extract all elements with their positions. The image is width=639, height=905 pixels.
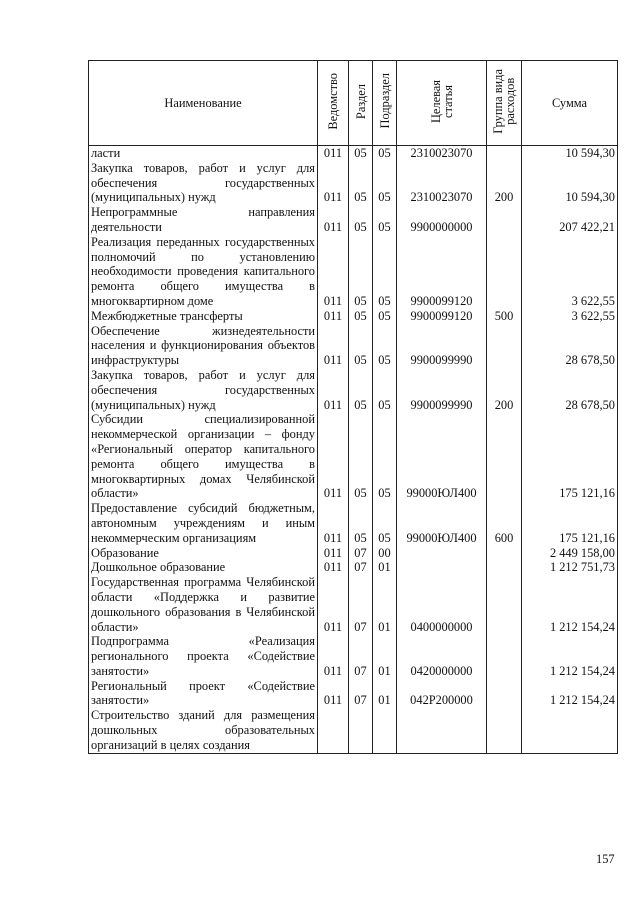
row-summa: 10 594,30 bbox=[522, 161, 618, 205]
row-name: Образование bbox=[89, 546, 318, 561]
row-name: Закупка товаров, работ и услуг для обеспечения государственных (муниципальных) нужд bbox=[89, 368, 318, 412]
table-row bbox=[89, 309, 618, 324]
row-razdel: 07 bbox=[349, 679, 373, 709]
table-body bbox=[89, 146, 618, 754]
row-summa: 10 594,30 bbox=[522, 146, 618, 161]
row-vedomstvo: 011 bbox=[318, 235, 349, 309]
table-row bbox=[89, 634, 618, 678]
table-row bbox=[89, 560, 618, 575]
row-razdel: 05 bbox=[349, 324, 373, 368]
header-celevaya-statya: Целевая статья bbox=[397, 61, 487, 146]
row-razdel: 05 bbox=[349, 205, 373, 235]
row-name: Реализация переданных государственных полномочий по установлению необходимости проведения капитального ремонта общего имущества в многоквартирном доме bbox=[89, 235, 318, 309]
row-podrazdel: 05 bbox=[373, 324, 397, 368]
row-razdel: 05 bbox=[349, 235, 373, 309]
row-summa: 1 212 154,24 bbox=[522, 575, 618, 634]
row-summa: 1 212 154,24 bbox=[522, 679, 618, 709]
row-celevaya-statya: 0420000000 bbox=[397, 634, 487, 678]
row-name: Обеспечение жизнедеятельности населения и функционирования объектов инфраструктуры bbox=[89, 324, 318, 368]
row-vedomstvo: 011 bbox=[318, 560, 349, 575]
row-gruppa-vida-rashodov bbox=[487, 546, 522, 561]
row-summa: 175 121,16 bbox=[522, 412, 618, 501]
table-row bbox=[89, 324, 618, 368]
row-razdel: 05 bbox=[349, 412, 373, 501]
row-vedomstvo: 011 bbox=[318, 634, 349, 678]
row-razdel: 05 bbox=[349, 146, 373, 161]
row-razdel: 05 bbox=[349, 501, 373, 545]
row-name: Строительство зданий для размещения дошкольных образовательных организаций в целях создания bbox=[89, 708, 318, 753]
row-celevaya-statya: 99000ЮЛ400 bbox=[397, 501, 487, 545]
table-row bbox=[89, 146, 618, 161]
row-razdel: 07 bbox=[349, 560, 373, 575]
row-gruppa-vida-rashodov bbox=[487, 634, 522, 678]
row-summa: 207 422,21 bbox=[522, 205, 618, 235]
row-gruppa-vida-rashodov bbox=[487, 324, 522, 368]
row-celevaya-statya: 9900099120 bbox=[397, 309, 487, 324]
row-celevaya-statya: 9900099990 bbox=[397, 368, 487, 412]
budget-table bbox=[88, 60, 618, 754]
row-name: Государственная программа Челябинской области «Поддержка и развитие дошкольного образования в Челябинской области» bbox=[89, 575, 318, 634]
header-podrazdel: Подраздел bbox=[373, 61, 397, 146]
row-summa: 1 212 154,24 bbox=[522, 634, 618, 678]
row-vedomstvo: 011 bbox=[318, 679, 349, 709]
row-summa: 3 622,55 bbox=[522, 235, 618, 309]
row-podrazdel: 00 bbox=[373, 546, 397, 561]
row-summa bbox=[522, 708, 618, 753]
row-gruppa-vida-rashodov bbox=[487, 575, 522, 634]
row-celevaya-statya: 2310023070 bbox=[397, 146, 487, 161]
row-razdel: 05 bbox=[349, 368, 373, 412]
row-vedomstvo: 011 bbox=[318, 575, 349, 634]
row-summa: 28 678,50 bbox=[522, 324, 618, 368]
header-name: Наименование bbox=[89, 61, 318, 146]
row-gruppa-vida-rashodov: 200 bbox=[487, 368, 522, 412]
row-podrazdel: 05 bbox=[373, 309, 397, 324]
row-podrazdel: 05 bbox=[373, 205, 397, 235]
row-vedomstvo: 011 bbox=[318, 146, 349, 161]
row-podrazdel bbox=[373, 708, 397, 753]
row-vedomstvo: 011 bbox=[318, 309, 349, 324]
row-name: Дошкольное образование bbox=[89, 560, 318, 575]
row-celevaya-statya bbox=[397, 560, 487, 575]
row-gruppa-vida-rashodov bbox=[487, 146, 522, 161]
row-razdel: 07 bbox=[349, 546, 373, 561]
header-razdel: Раздел bbox=[349, 61, 373, 146]
table-row bbox=[89, 412, 618, 501]
row-podrazdel: 01 bbox=[373, 575, 397, 634]
row-celevaya-statya: 9900099120 bbox=[397, 235, 487, 309]
row-summa: 2 449 158,00 bbox=[522, 546, 618, 561]
row-podrazdel: 01 bbox=[373, 560, 397, 575]
row-razdel bbox=[349, 708, 373, 753]
row-vedomstvo: 011 bbox=[318, 546, 349, 561]
table-row bbox=[89, 235, 618, 309]
row-gruppa-vida-rashodov bbox=[487, 412, 522, 501]
row-podrazdel: 05 bbox=[373, 412, 397, 501]
row-gruppa-vida-rashodov bbox=[487, 235, 522, 309]
row-vedomstvo bbox=[318, 708, 349, 753]
row-podrazdel: 01 bbox=[373, 679, 397, 709]
row-vedomstvo: 011 bbox=[318, 205, 349, 235]
header-summa: Сумма bbox=[522, 61, 618, 146]
row-razdel: 05 bbox=[349, 309, 373, 324]
table-row bbox=[89, 679, 618, 709]
table-row bbox=[89, 708, 618, 753]
header-vedomstvo: Ведомство bbox=[318, 61, 349, 146]
row-gruppa-vida-rashodov: 500 bbox=[487, 309, 522, 324]
table-row bbox=[89, 205, 618, 235]
row-celevaya-statya: 9900000000 bbox=[397, 205, 487, 235]
row-name: Предоставление субсидий бюджетным, автономным учреждениям и иным некоммерческим организациям bbox=[89, 501, 318, 545]
row-razdel: 07 bbox=[349, 634, 373, 678]
row-name: Региональный проект «Содействие занятости» bbox=[89, 679, 318, 709]
row-summa: 175 121,16 bbox=[522, 501, 618, 545]
row-name: Межбюджетные трансферты bbox=[89, 309, 318, 324]
row-name: Непрограммные направления деятельности bbox=[89, 205, 318, 235]
row-celevaya-statya bbox=[397, 708, 487, 753]
row-celevaya-statya: 99000ЮЛ400 bbox=[397, 412, 487, 501]
row-celevaya-statya: 0400000000 bbox=[397, 575, 487, 634]
row-gruppa-vida-rashodov: 200 bbox=[487, 161, 522, 205]
row-vedomstvo: 011 bbox=[318, 501, 349, 545]
row-name: Подпрограмма «Реализация регионального проекта «Содействие занятости» bbox=[89, 634, 318, 678]
table-row bbox=[89, 161, 618, 205]
row-vedomstvo: 011 bbox=[318, 324, 349, 368]
row-vedomstvo: 011 bbox=[318, 161, 349, 205]
row-podrazdel: 05 bbox=[373, 161, 397, 205]
header-gruppa-vida-rashodov: Группа вида расходов bbox=[487, 61, 522, 146]
row-name: Субсидии специализированной некоммерческой организации – фонду «Региональный оператор капитального ремонта общего имущества в многоквартирных домах Челябинской области» bbox=[89, 412, 318, 501]
row-podrazdel: 05 bbox=[373, 501, 397, 545]
row-vedomstvo: 011 bbox=[318, 412, 349, 501]
table-row bbox=[89, 575, 618, 634]
row-celevaya-statya: 2310023070 bbox=[397, 161, 487, 205]
page-number: 157 bbox=[596, 852, 615, 866]
row-celevaya-statya: 042P200000 bbox=[397, 679, 487, 709]
row-summa: 3 622,55 bbox=[522, 309, 618, 324]
row-celevaya-statya: 9900099990 bbox=[397, 324, 487, 368]
table-header bbox=[89, 61, 618, 146]
row-gruppa-vida-rashodov: 600 bbox=[487, 501, 522, 545]
table-row bbox=[89, 501, 618, 545]
row-summa: 28 678,50 bbox=[522, 368, 618, 412]
row-razdel: 05 bbox=[349, 161, 373, 205]
row-razdel: 07 bbox=[349, 575, 373, 634]
row-gruppa-vida-rashodov bbox=[487, 708, 522, 753]
row-podrazdel: 05 bbox=[373, 146, 397, 161]
row-summa: 1 212 751,73 bbox=[522, 560, 618, 575]
row-podrazdel: 05 bbox=[373, 368, 397, 412]
row-gruppa-vida-rashodov bbox=[487, 205, 522, 235]
row-name: ласти bbox=[89, 146, 318, 161]
row-vedomstvo: 011 bbox=[318, 368, 349, 412]
table-row bbox=[89, 546, 618, 561]
row-podrazdel: 05 bbox=[373, 235, 397, 309]
row-name: Закупка товаров, работ и услуг для обеспечения государственных (муниципальных) нужд bbox=[89, 161, 318, 205]
row-celevaya-statya bbox=[397, 546, 487, 561]
row-podrazdel: 01 bbox=[373, 634, 397, 678]
row-gruppa-vida-rashodov bbox=[487, 679, 522, 709]
table-row bbox=[89, 368, 618, 412]
row-gruppa-vida-rashodov bbox=[487, 560, 522, 575]
